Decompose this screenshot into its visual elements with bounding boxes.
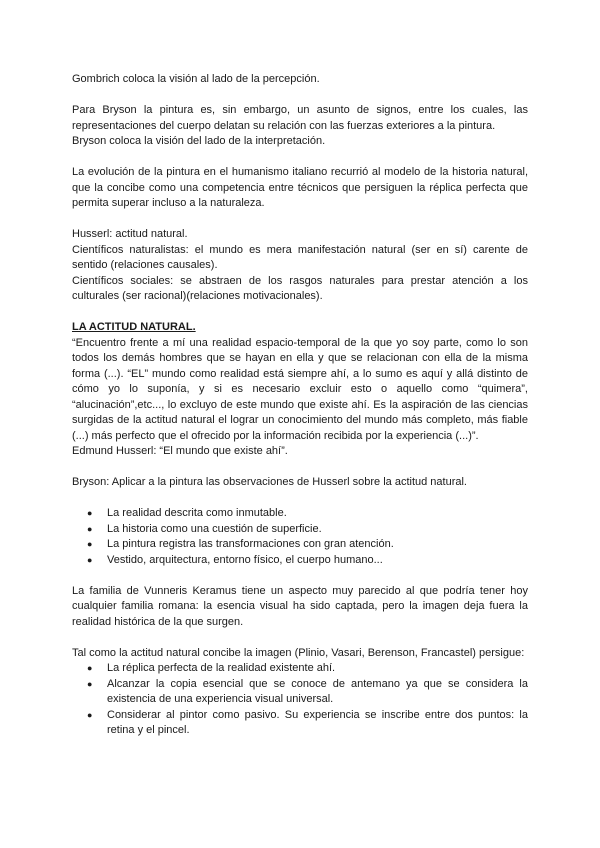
- bullet-icon: ●: [87, 663, 93, 673]
- paragraph-evolucion: La evolución de la pintura en el humanismo italiano recurrió al modelo de la historia natural, que la concibe como una competencia entre técnicos que persiguen la réplica perfecta que permita superar incluso a la naturaleza.: [72, 166, 528, 209]
- list-item: ● Considerar al pintor como pasivo. Su experiencia se inscribe entre dos puntos: la retina y el pincel.: [87, 708, 528, 736]
- spacer: [72, 305, 528, 321]
- paragraph-bryson-aplicar: Bryson: Aplicar a la pintura las observaciones de Husserl sobre la actitud natural.: [72, 476, 467, 488]
- list-item: ● La pintura registra las transformaciones con gran atención.: [72, 537, 528, 553]
- bullet-icon: ●: [87, 539, 93, 549]
- spacer: [72, 88, 528, 104]
- bullet-list-1: [72, 506, 528, 568]
- paragraph-bryson-interpretation: Bryson coloca la visión del lado de la interpretación.: [72, 135, 326, 147]
- bullet-list-2: [72, 661, 528, 739]
- spacer: [72, 460, 528, 476]
- spacer: [72, 150, 528, 166]
- paragraph-tal-como: Tal como la actitud natural concibe la imagen (Plinio, Vasari, Berenson, Francastel) persigue:: [72, 646, 525, 659]
- bullet-icon: ●: [87, 709, 93, 720]
- quote-source: Edmund Husserl: “El mundo que existe ahí”.: [72, 445, 288, 457]
- spacer: [72, 212, 528, 228]
- list-item: ● Alcanzar la copia esencial que se conoce de antemano ya que se considera la existencia de una experiencia visual universal.: [87, 677, 528, 705]
- paragraph-husserl: Husserl: actitud natural.: [72, 228, 188, 240]
- paragraph-familia: La familia de Vunneris Keramus tiene un aspecto muy parecido al que podría tener hoy cualquier familia romana: la esencia visual ha sido captada, pero la imagen deja fuera la realidad histórica de la que surgen.: [72, 584, 528, 628]
- paragraph-gombrich: Gombrich coloca la visión al lado de la percepción.: [72, 73, 320, 85]
- list-item: ● Vestido, arquitectura, entorno físico, el cuerpo humano...: [72, 553, 528, 569]
- paragraph-sociales: Científicos sociales: se abstraen de los rasgos naturales para prestar atención a los culturales (ser racional)(relaciones motivacionales).: [72, 274, 528, 302]
- section-heading: LA ACTITUD NATURAL.: [72, 321, 196, 333]
- document-body: [72, 72, 528, 739]
- bullet-icon: ●: [87, 554, 93, 565]
- quote-paragraph: “Encuentro frente a mí una realidad espacio-temporal de la que yo soy parte, como lo son todos los demás hombres que se hayan en ella y que se relacionan con ella de la misma forma (...). “EL” mundo como realidad está siempre ahí, a lo sumo es aquí y allá distinto de cómo yo lo suponía, y si es necesario excluir esto o aquello como “quimera”, “alucinación”,etc..., lo excluyo de este mundo que existe ahí. Es la aspiración de las ciencias surgidas de la actitud natural el lograr un conocimiento del mundo más completo, más fiable (...) más perfecto que el ofrecido por la información recibida por la experiencia (...)”.: [72, 336, 528, 442]
- paragraph-naturalistas: Científicos naturalistas: el mundo es mera manifestación natural (ser en sí) carente de sentido (relaciones causales).: [72, 243, 528, 271]
- list-item: ● La realidad descrita como inmutable.: [72, 506, 528, 522]
- list-item: ● La réplica perfecta de la realidad existente ahí.: [72, 661, 528, 677]
- bullet-icon: ●: [87, 678, 93, 689]
- bullet-icon: ●: [87, 508, 93, 518]
- bullet-icon: ●: [87, 523, 93, 534]
- spacer: [72, 491, 528, 507]
- list-item: ● La historia como una cuestión de superficie.: [72, 522, 528, 538]
- paragraph-bryson-signs: Para Bryson la pintura es, sin embargo, un asunto de signos, entre los cuales, las representaciones del cuerpo delatan su relación con las fuerzas exteriores a la pintura.: [72, 104, 528, 132]
- spacer: [72, 630, 528, 646]
- spacer: [72, 568, 528, 584]
